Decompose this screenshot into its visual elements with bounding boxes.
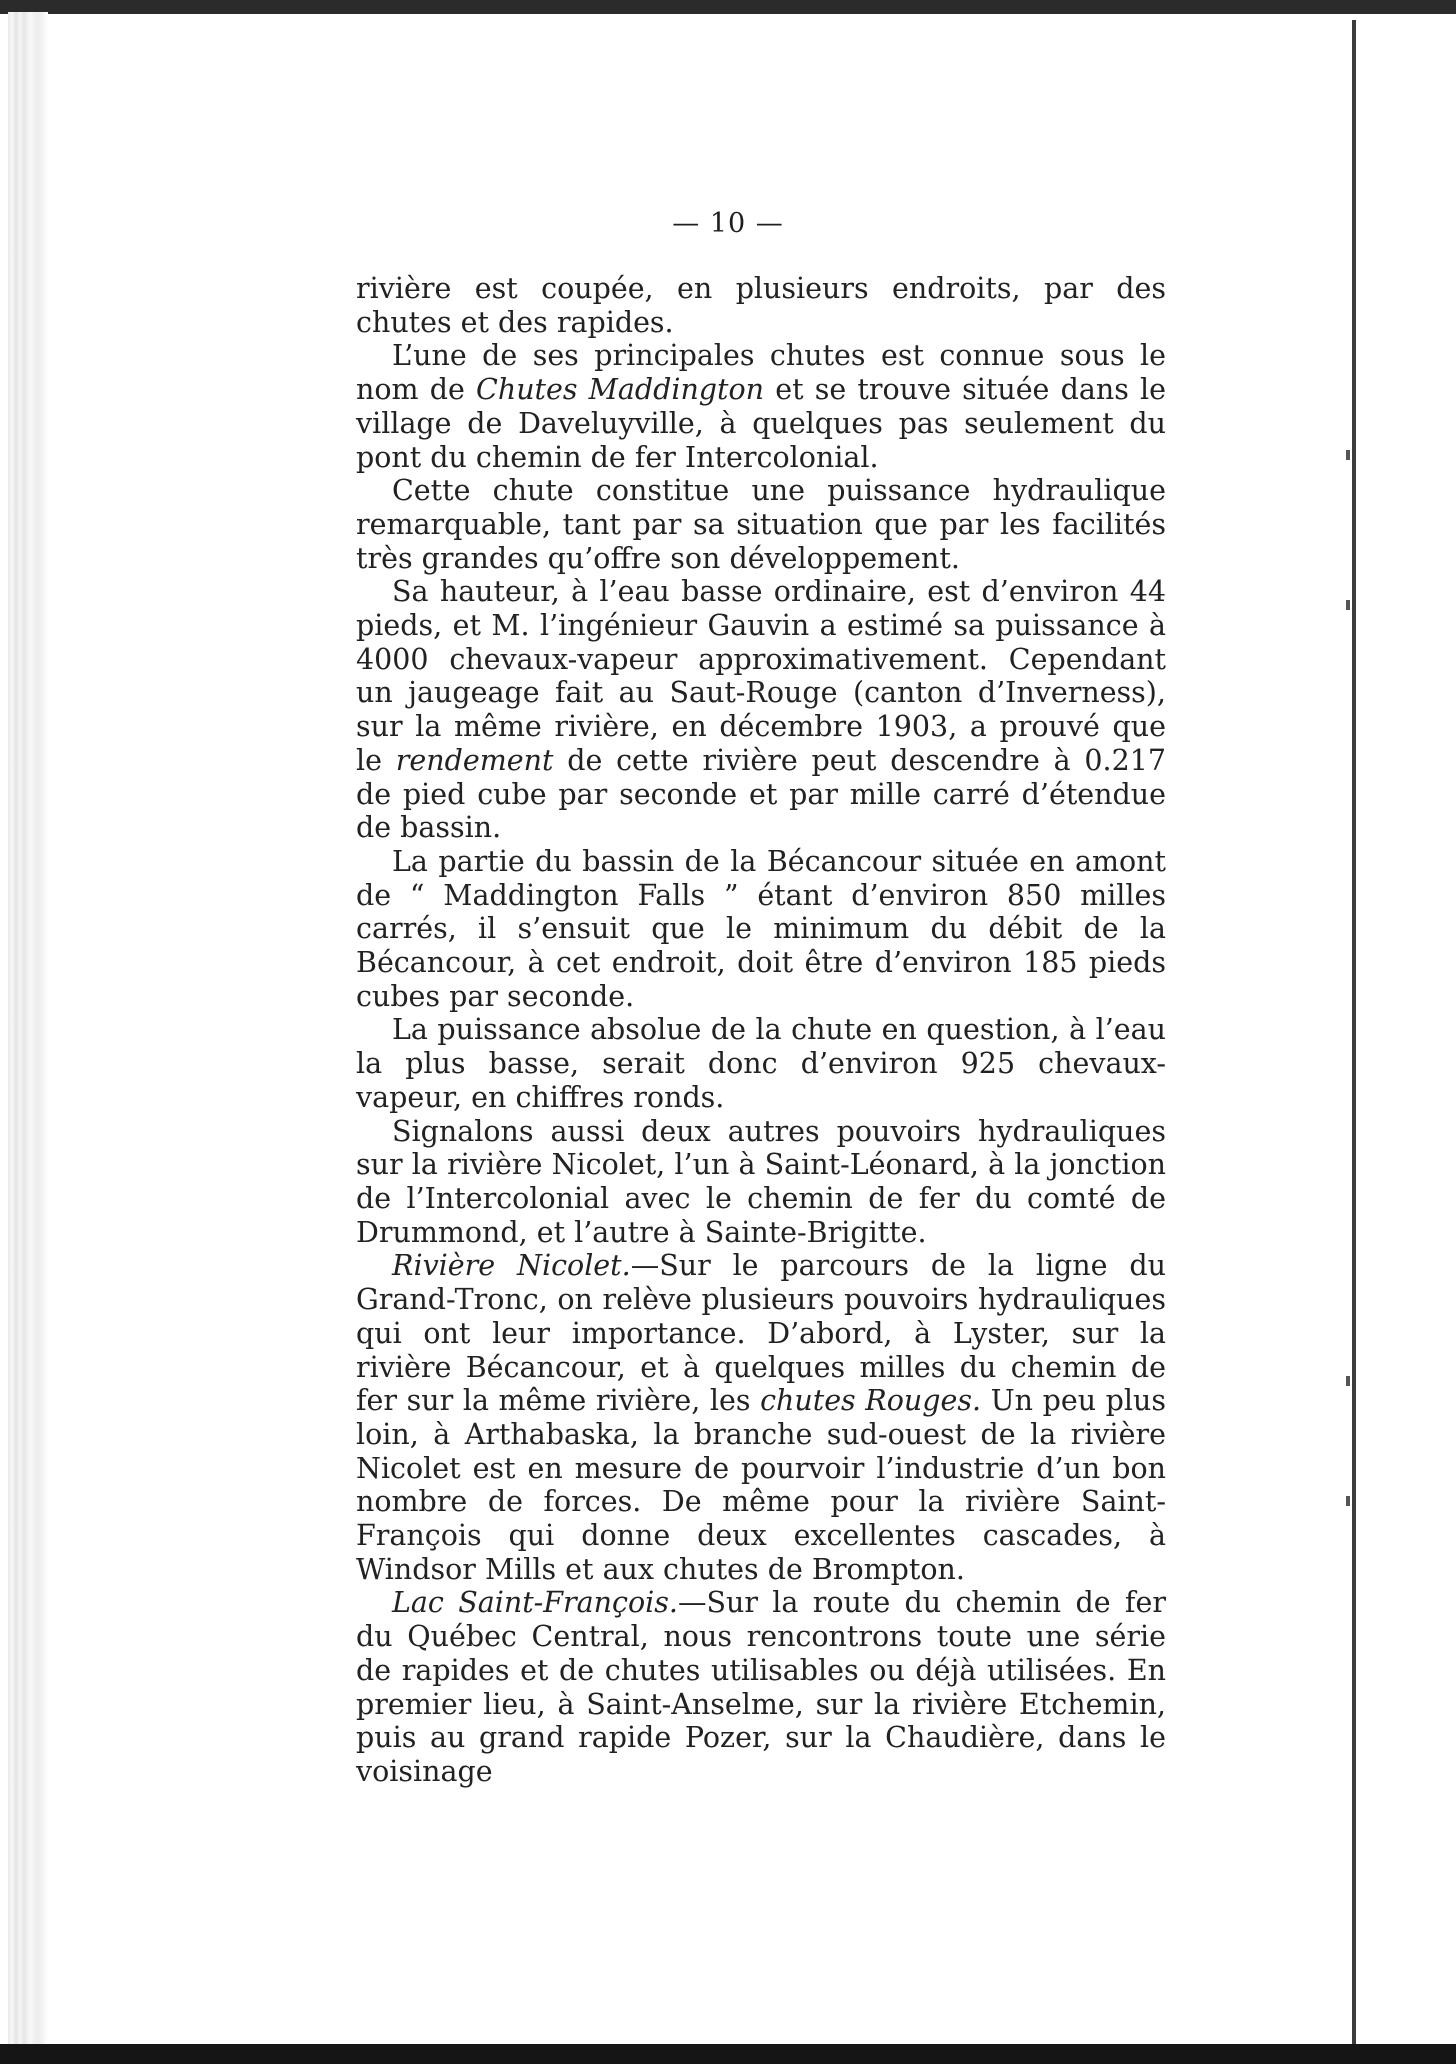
paragraph [356, 339, 1166, 474]
paragraph [356, 845, 1166, 1014]
body-text [356, 272, 1166, 1789]
paragraph [356, 474, 1166, 575]
text-run: La partie du bassin de la Bécancour située en amont de “ Maddington Falls ” étant d’environ 850 milles carrés, il s’ensuit que le minimum du débit de la Bécancour, à cet endroit, doit être d’environ 185 pieds cubes par seconde. [356, 844, 1166, 1013]
text-run: de cette rivière peut descendre à 0.217 de pied cube par seconde et par mille carré d’étendue de bassin. [356, 743, 1167, 845]
text-run: Signalons aussi deux autres pouvoirs hydrauliques sur la rivière Nicolet, l’un à Saint-Léonard, à la jonction de l’Intercolonial avec le chemin de fer du comté de Drummond, et l’autre à Sainte-Brigitte. [356, 1114, 1166, 1249]
text-run: La puissance absolue de la chute en question, à l’eau la plus basse, serait donc d’environ 925 chevaux-vapeur, en chiffres ronds. [356, 1013, 1166, 1114]
text-run: L’une de ses principales chutes est connue sous le nom de [356, 339, 1166, 407]
spine-mark [1346, 600, 1350, 610]
italic-text: Rivière Nicolet. [392, 1249, 631, 1283]
text-run: rivière est coupée, en plusieurs endroits, par des chutes et des rapides. [356, 272, 1166, 339]
text-run: —Sur la route du chemin de fer du Québec Central, nous rencontrons toute une série de rapides et de chutes utilisables ou déjà utilisées. En premier lieu, à Saint-Anselme, sur la rivière Etchemin, puis au grand rapide Pozer, sur la Chaudière, dans le voisinage [356, 1586, 1166, 1788]
page-number: — 10 — [672, 208, 784, 239]
scan-top-border [0, 0, 1456, 14]
paragraph [356, 575, 1166, 845]
facing-page-margin [1356, 20, 1456, 2044]
paragraph [356, 1586, 1166, 1788]
italic-text: Lac Saint-François. [392, 1586, 678, 1620]
spine-mark [1346, 1376, 1350, 1386]
scan-bottom-border [0, 2044, 1456, 2064]
italic-text: chutes Rouges. [760, 1384, 982, 1418]
page-edge-stack [8, 12, 48, 2044]
paragraph [356, 1013, 1166, 1114]
text-run: Cette chute constitue une puissance hydraulique remarquable, tant par sa situation que par les facilités très grandes qu’offre son développement. [356, 474, 1166, 575]
text-run: et se trouve située dans le village de Daveluyville, à quelques pas seulement du pont du chemin de fer Intercolonial. [356, 373, 1166, 474]
paragraph [356, 1249, 1166, 1586]
paragraph [356, 1115, 1166, 1250]
text-run: Un peu plus loin, à Arthabaska, la branche sud-ouest de la rivière Nicolet est en mesure de pourvoir l’industrie d’un bon nombre de forces. De même pour la rivière Saint-François qui donne deux excellentes cascades, à Windsor Mills et aux chutes de Brompton. [356, 1384, 1166, 1586]
spine-mark [1346, 450, 1350, 460]
text-run: —Sur le parcours de la ligne du Grand-Tronc, on relève plusieurs pouvoirs hydrauliques qui ont leur importance. D’abord, à Lyster, sur la rivière Bécancour, et à quelques milles du chemin de fer sur la même rivière, les [356, 1249, 1166, 1418]
paragraph [356, 272, 1166, 339]
italic-text: rendement [395, 743, 554, 777]
italic-text: Chutes Maddington [476, 373, 765, 407]
text-run: Sa hauteur, à l’eau basse ordinaire, est d’environ 44 pieds, et M. l’ingénieur Gauvin a estimé sa puissance à 4000 chevaux-vapeur approximativement. Cependant un jaugeage fait au Saut-Rouge (canton d’Inverness), sur la même rivière, en décembre 1903, a prouvé que le [356, 575, 1166, 777]
spine-mark [1346, 1496, 1350, 1506]
